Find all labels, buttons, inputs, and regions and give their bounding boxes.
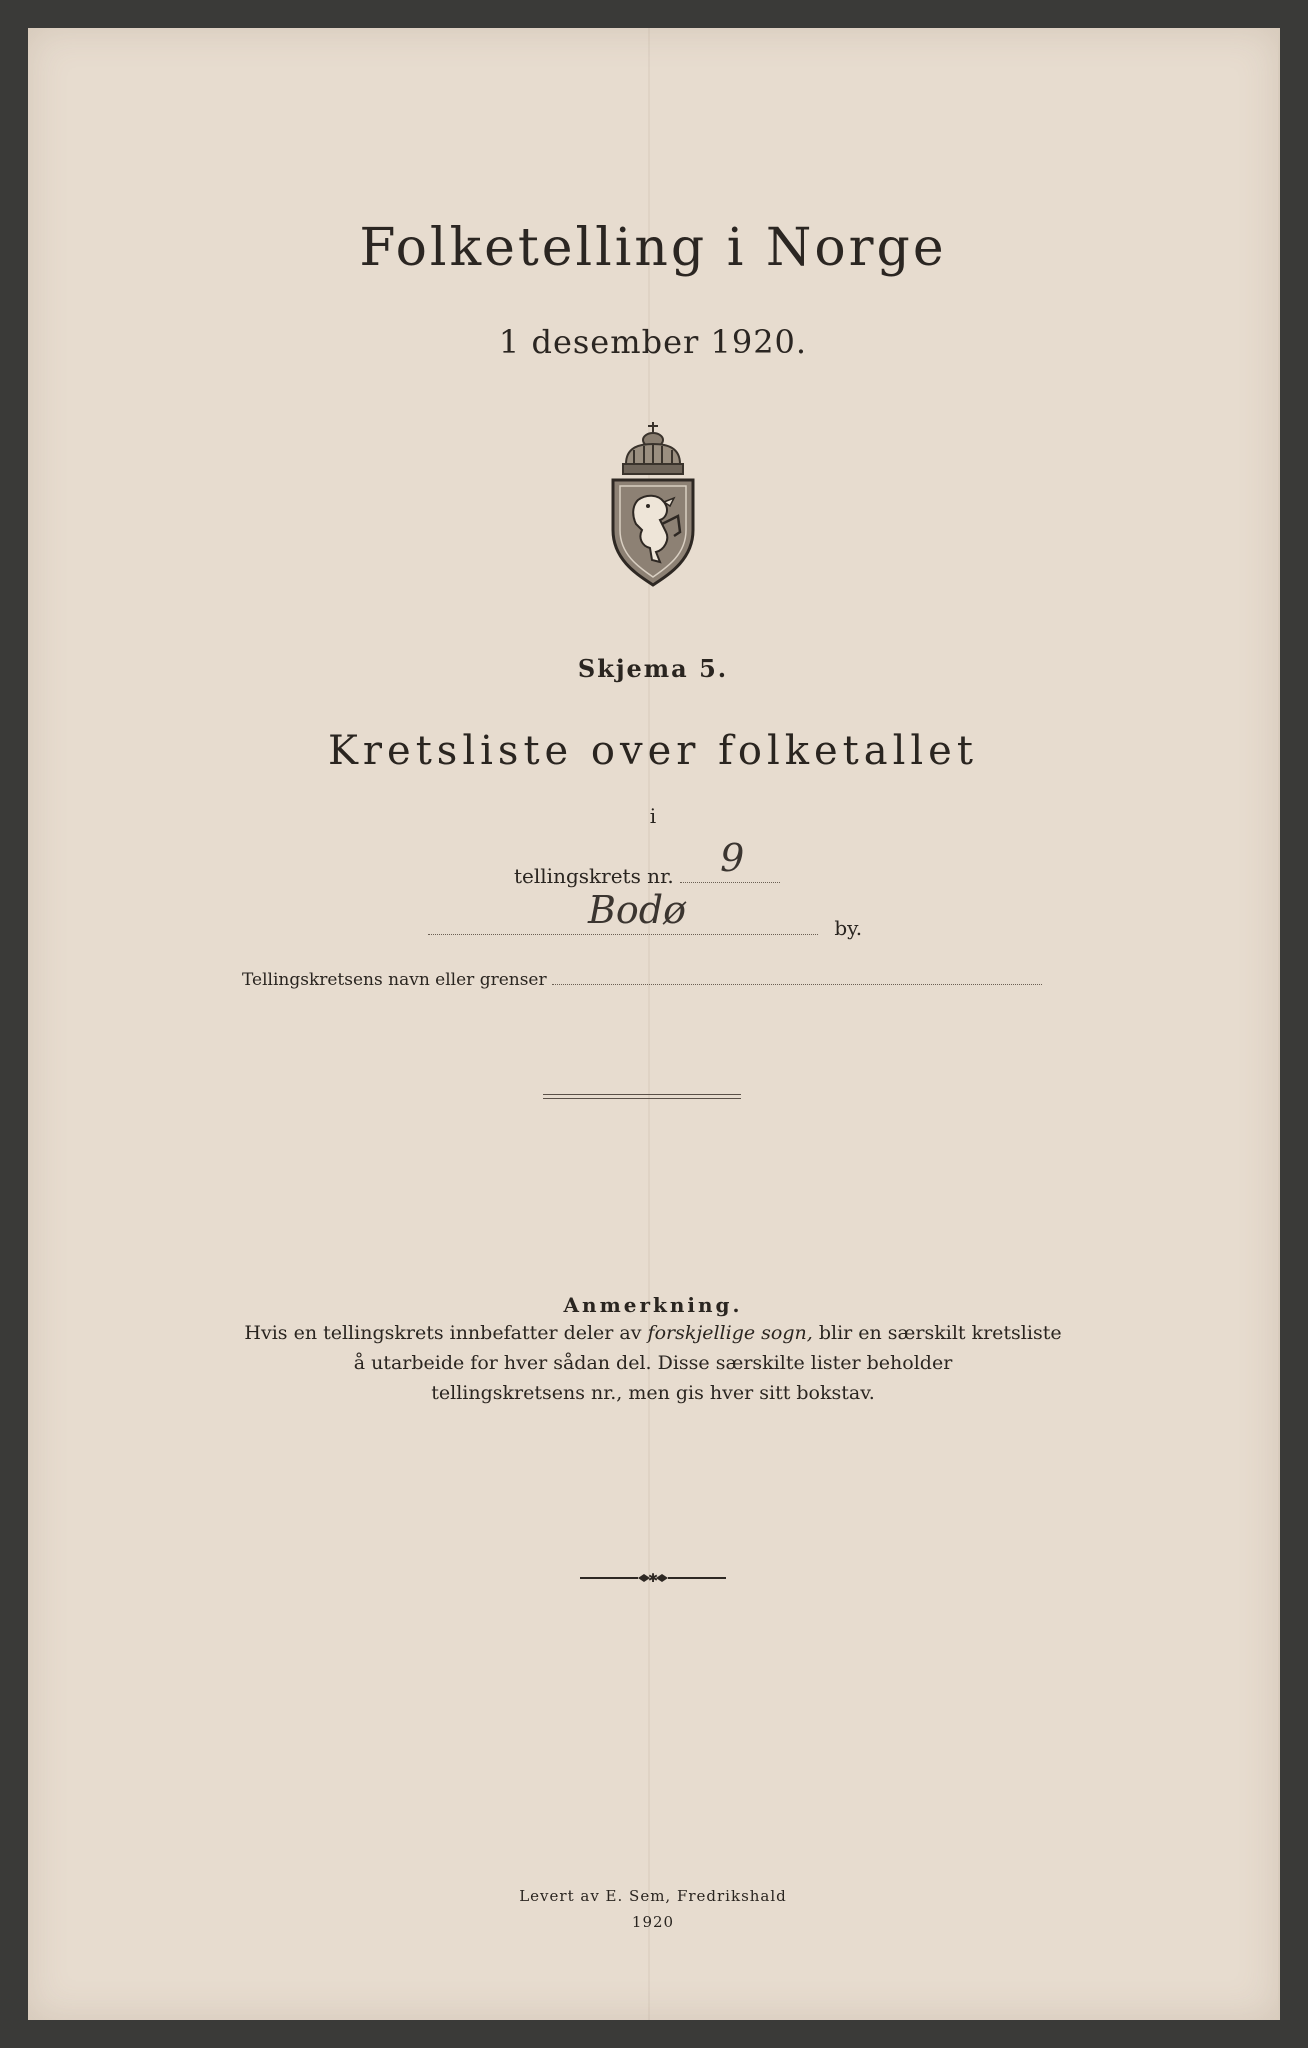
svg-text:✱: ✱: [647, 1571, 659, 1585]
town-name-handwritten: Bodø: [588, 888, 687, 932]
town-field: [428, 888, 818, 935]
form-heading: Kretsliste over folketallet: [328, 728, 978, 774]
district-number-handwritten: 9: [720, 836, 745, 880]
district-number-field: [680, 836, 780, 883]
district-name-field: [552, 968, 1042, 985]
preposition-text: i: [649, 804, 657, 828]
printer-footer: [28, 1883, 1278, 1935]
note-line-1: [28, 1318, 1278, 1348]
note-heading: Anmerkning.: [563, 1293, 743, 1317]
star-ornament-icon: [578, 1571, 728, 1585]
printer-name: Levert av E. Sem, Fredrikshald: [519, 1887, 787, 1905]
town-suffix: by.: [834, 916, 863, 940]
document-date: 1 desember 1920.: [498, 323, 808, 361]
ornament-container: [28, 1570, 1278, 1589]
note-line-1-end: blir en særskilt kretsliste: [812, 1322, 1062, 1344]
note-line-1-italic: forskjellige sogn,: [647, 1322, 813, 1344]
district-name-label: Tellingskretsens navn eller grenser: [242, 970, 547, 990]
schema-label: Skjema 5.: [577, 654, 729, 683]
note-line-1-start: Hvis en tellingskrets innbefatter deler av: [244, 1322, 648, 1344]
note-text: [28, 1318, 1278, 1408]
crest-container: [28, 420, 1278, 594]
town-row: [428, 888, 863, 940]
document-title: Folketelling i Norge: [359, 218, 947, 278]
printer-year: 1920: [631, 1913, 675, 1931]
document-page: [28, 28, 1280, 2020]
norwegian-coat-of-arms-icon: [608, 420, 698, 590]
double-rule-divider: [543, 1094, 741, 1099]
district-number-row: [514, 836, 780, 888]
district-number-label: tellingskrets nr.: [514, 864, 674, 888]
note-line-2: å utarbeide for hver sådan del. Disse særskilte lister beholder: [353, 1352, 953, 1374]
district-name-row: [242, 968, 1042, 990]
note-line-3: tellingskretsens nr., men gis hver sitt bokstav.: [431, 1382, 875, 1404]
